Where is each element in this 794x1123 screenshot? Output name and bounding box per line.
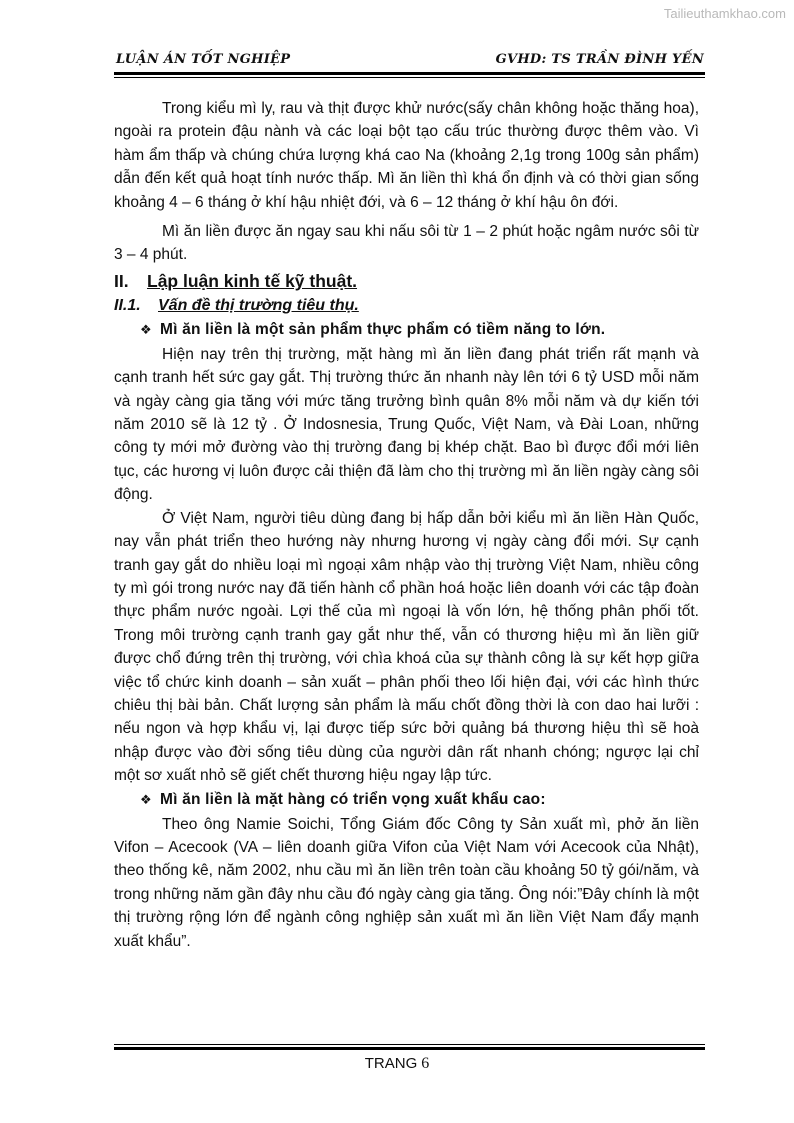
footer-page-label: TRANG <box>364 1055 418 1072</box>
header-rule-thin <box>114 77 705 78</box>
page-header <box>114 52 704 74</box>
bullet-heading-2 <box>114 788 699 813</box>
paragraph: Hiện nay trên thị trường, mặt hàng mì ăn liền đang phát triển rất mạnh và cạnh tranh hết sức gay gắt. Thị trường thức ăn nhanh này lên tới 6 tỷ USD mỗi năm và ngày càng gia tăng với mức tăng trưởng bình quân 8% mỗi năm và dự kiến tới năm 2010 sẽ là 12 tỷ . Ở Indosnesia, Trung Quốc, Việt Nam, và Đài Loan, những công ty mới mở đường vào thị trường đang bị khép chặt. Bao bì được đổi mới liên tục, các hương vị luôn được cải thiện đã làm cho thị trường mì ăn liền ngày càng sôi động. <box>114 345 699 504</box>
section-heading <box>114 269 699 294</box>
section-title: Lập luận kinh tế kỹ thuật. <box>147 270 358 291</box>
bullet-title: Mì ăn liền là một sản phẩm thực phẩm có tiềm năng to lớn. <box>160 320 606 338</box>
subsection-heading <box>114 294 699 318</box>
diamond-bullet-icon: ❖ <box>140 792 152 808</box>
header-rule-thick <box>114 72 705 75</box>
section-number: II. <box>114 270 129 291</box>
subsection-title: Vấn đề thị trường tiêu thụ. <box>158 296 359 314</box>
header-advisor: GVHD: TS TRẦN ĐÌNH YẾN <box>495 52 704 67</box>
bullet-heading-1 <box>114 318 699 343</box>
footer-rule-thin <box>114 1044 705 1045</box>
diamond-bullet-icon: ❖ <box>140 322 152 338</box>
paragraph: Trong kiểu mì ly, rau và thịt được khử nước(sấy chân không hoặc thăng hoa), ngoài ra protein đậu nành và các loại bột tạo cấu trúc thường được thêm vào. Vì hàm ẩm thấp và chúng chứa lượng khá cao Na (khoảng 2,1g trong 100g sản phẩm) dẫn đến kết quả hoạt tính nước thấp. Mì ăn liền thì khá ổn định và có thời gian sống khoảng 4 – 6 tháng ở khí hậu nhiệt đới, và 6 – 12 tháng ở khí hậu ôn đới. <box>114 100 699 211</box>
subsection-number: II.1. <box>114 296 141 314</box>
bullet-title: Mì ăn liền là mặt hàng có triển vọng xuất khẩu cao: <box>160 790 546 808</box>
paragraph: Theo ông Namie Soichi, Tổng Giám đốc Công ty Sản xuất mì, phở ăn liền Vifon – Acecook (VA – liên doanh giữa Vifon của Việt Nam với Acecook của Nhật), theo thống kê, năm 2002, nhu cầu mì ăn liền trên toàn cầu khoảng 50 tỷ gói/năm, và trong những năm gần đây nhu cầu đó ngày càng gia tăng. Ông nói:”Đây chính là một thị trường rộng lớn để ngành công nghiệp sản xuất mì ăn liền Việt Nam đẩy mạnh xuất khẩu”. <box>114 815 699 950</box>
watermark-text: Tailieuthamkhao.com <box>663 6 786 21</box>
paragraph: Ở Việt Nam, người tiêu dùng đang bị hấp dẫn bởi kiểu mì ăn liền Hàn Quốc, nay vẫn phát triển theo hướng này nhưng hương vị ngày càng đổi mới. Sự cạnh tranh gay gắt do nhiều loại mì ngoại xâm nhập vào thị trường Việt Nam, nhiều công ty mì gói trong nước nay đã tiến hành cổ phần hoá hoặc liên doanh với các tập đoàn thực phẩm nước ngoài. Lợi thế của mì ngoại là vốn lớn, hệ thống phân phối tốt. Trong môi trường cạnh tranh gay gắt như thế, vẫn có thương hiệu mì ăn liền giữ được chổ đứng trên thị trường, với chìa khoá của sự thành công là sự kết hợp giữa việc tổ chức kinh doanh – sản xuất – phân phối theo lối hiện đại, với các hình thức chiêu thị bài bản. Chất lượng sản phẩm là mấu chốt đồng thời là con dao hai lưỡi : nếu ngon và hợp khẩu vị, lại được tiếp sức bởi quảng bá thương hiệu thì sẽ hoà nhập được vào đời sống tiêu dùng của người dân rất nhanh chóng; ngược lại chỉ một sơ xuất nhỏ sẽ giết chết thương hiệu ngay lập tức. <box>114 509 699 785</box>
header-thesis-title: LUẬN ÁN TỐT NGHIỆP <box>116 52 291 67</box>
footer-page-number: 6 <box>421 1055 430 1072</box>
page-footer <box>0 1055 794 1073</box>
page-body <box>114 97 699 953</box>
paragraph: Mì ăn liền được ăn ngay sau khi nấu sôi từ 1 – 2 phút hoặc ngâm nước sôi từ 3 – 4 phút. <box>114 223 699 264</box>
footer-rule-thick <box>114 1047 705 1050</box>
